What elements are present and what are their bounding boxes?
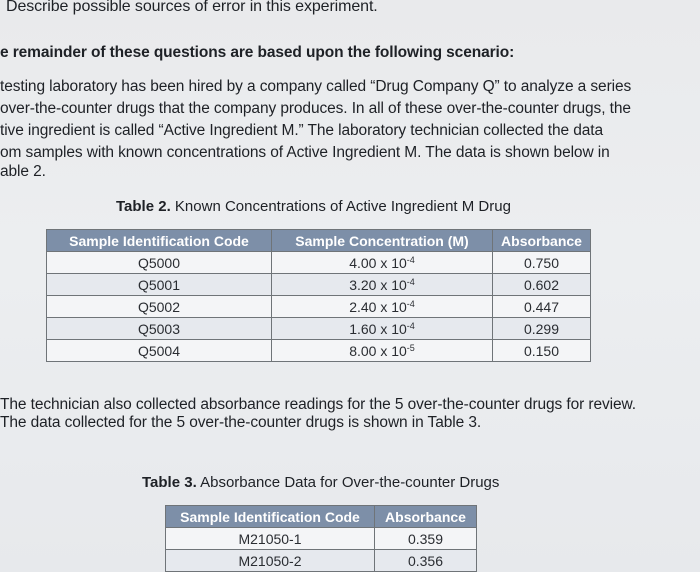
table3-caption [142, 474, 499, 491]
cell-code: Q5003 [47, 318, 272, 340]
table-row [166, 528, 477, 550]
cell-concentration: 4.00 x $10^{-4}$ [272, 252, 493, 274]
paragraph-line: tive ingredient is called “Active Ingredient M.” The laboratory technician collected the data [0, 122, 603, 139]
cell-code: Q5004 [47, 340, 272, 362]
paragraph-line: The technician also collected absorbance readings for the 5 over-the-counter drugs for review. [0, 396, 636, 413]
paragraph-line: om samples with known concentrations of Active Ingredient M. The data is shown below in [0, 144, 610, 161]
cell-concentration: 3.20 x $10^{-4}$ [272, 274, 493, 296]
table-header-row [47, 230, 591, 252]
cell-concentration: 8.00 x $10^{-5}$ [272, 340, 493, 362]
paragraph-line: able 2. [0, 163, 46, 180]
cell-code: Q5000 [47, 252, 272, 274]
cell-concentration: 1.60 x $10^{-4}$ [272, 318, 493, 340]
col-header-code: Sample Identification Code [166, 506, 375, 528]
cell-absorbance: 0.299 [493, 318, 591, 340]
cell-code: M21050-2 [166, 550, 375, 572]
cell-code: Q5001 [47, 274, 272, 296]
col-header-concentration: Sample Concentration (M) [272, 230, 493, 252]
cell-concentration: 2.40 x $10^{-4}$ [272, 296, 493, 318]
table-header-row [166, 506, 477, 528]
table3-caption-text: Absorbance Data for Over-the-counter Drugs [200, 474, 500, 491]
table-row [166, 550, 477, 572]
cell-absorbance: 0.602 [493, 274, 591, 296]
cell-absorbance: 0.447 [493, 296, 591, 318]
table2-caption-label: Table 2. [116, 198, 171, 215]
cell-code: Q5002 [47, 296, 272, 318]
table-row [47, 340, 591, 362]
col-header-absorbance: Absorbance [493, 230, 591, 252]
paragraph-line: testing laboratory has been hired by a company called “Drug Company Q” to analyze a series [0, 78, 632, 95]
cell-absorbance: 0.150 [493, 340, 591, 362]
table-row [47, 296, 591, 318]
col-header-code: Sample Identification Code [47, 230, 272, 252]
question-text: Describe possible sources of error in this experiment. [6, 0, 378, 15]
cell-absorbance: 0.356 [375, 550, 477, 572]
cell-absorbance: 0.359 [375, 528, 477, 550]
table2-caption [116, 198, 511, 215]
table-row [47, 274, 591, 296]
scenario-heading: e remainder of these questions are based upon the following scenario: [0, 44, 515, 61]
cell-absorbance: 0.750 [493, 252, 591, 274]
table2-caption-text: Known Concentrations of Active Ingredient M Drug [174, 198, 511, 215]
paragraph-line: The data collected for the 5 over-the-counter drugs is shown in Table 3. [0, 414, 482, 431]
table3 [165, 505, 477, 572]
table-row [47, 318, 591, 340]
col-header-absorbance: Absorbance [375, 506, 477, 528]
cell-code: M21050-1 [166, 528, 375, 550]
paragraph-line: over-the-counter drugs that the company produces. In all of these over-the-counter drugs, the [0, 100, 631, 117]
table2 [46, 229, 591, 362]
table3-caption-label: Table 3. [142, 474, 197, 491]
table-row [47, 252, 591, 274]
